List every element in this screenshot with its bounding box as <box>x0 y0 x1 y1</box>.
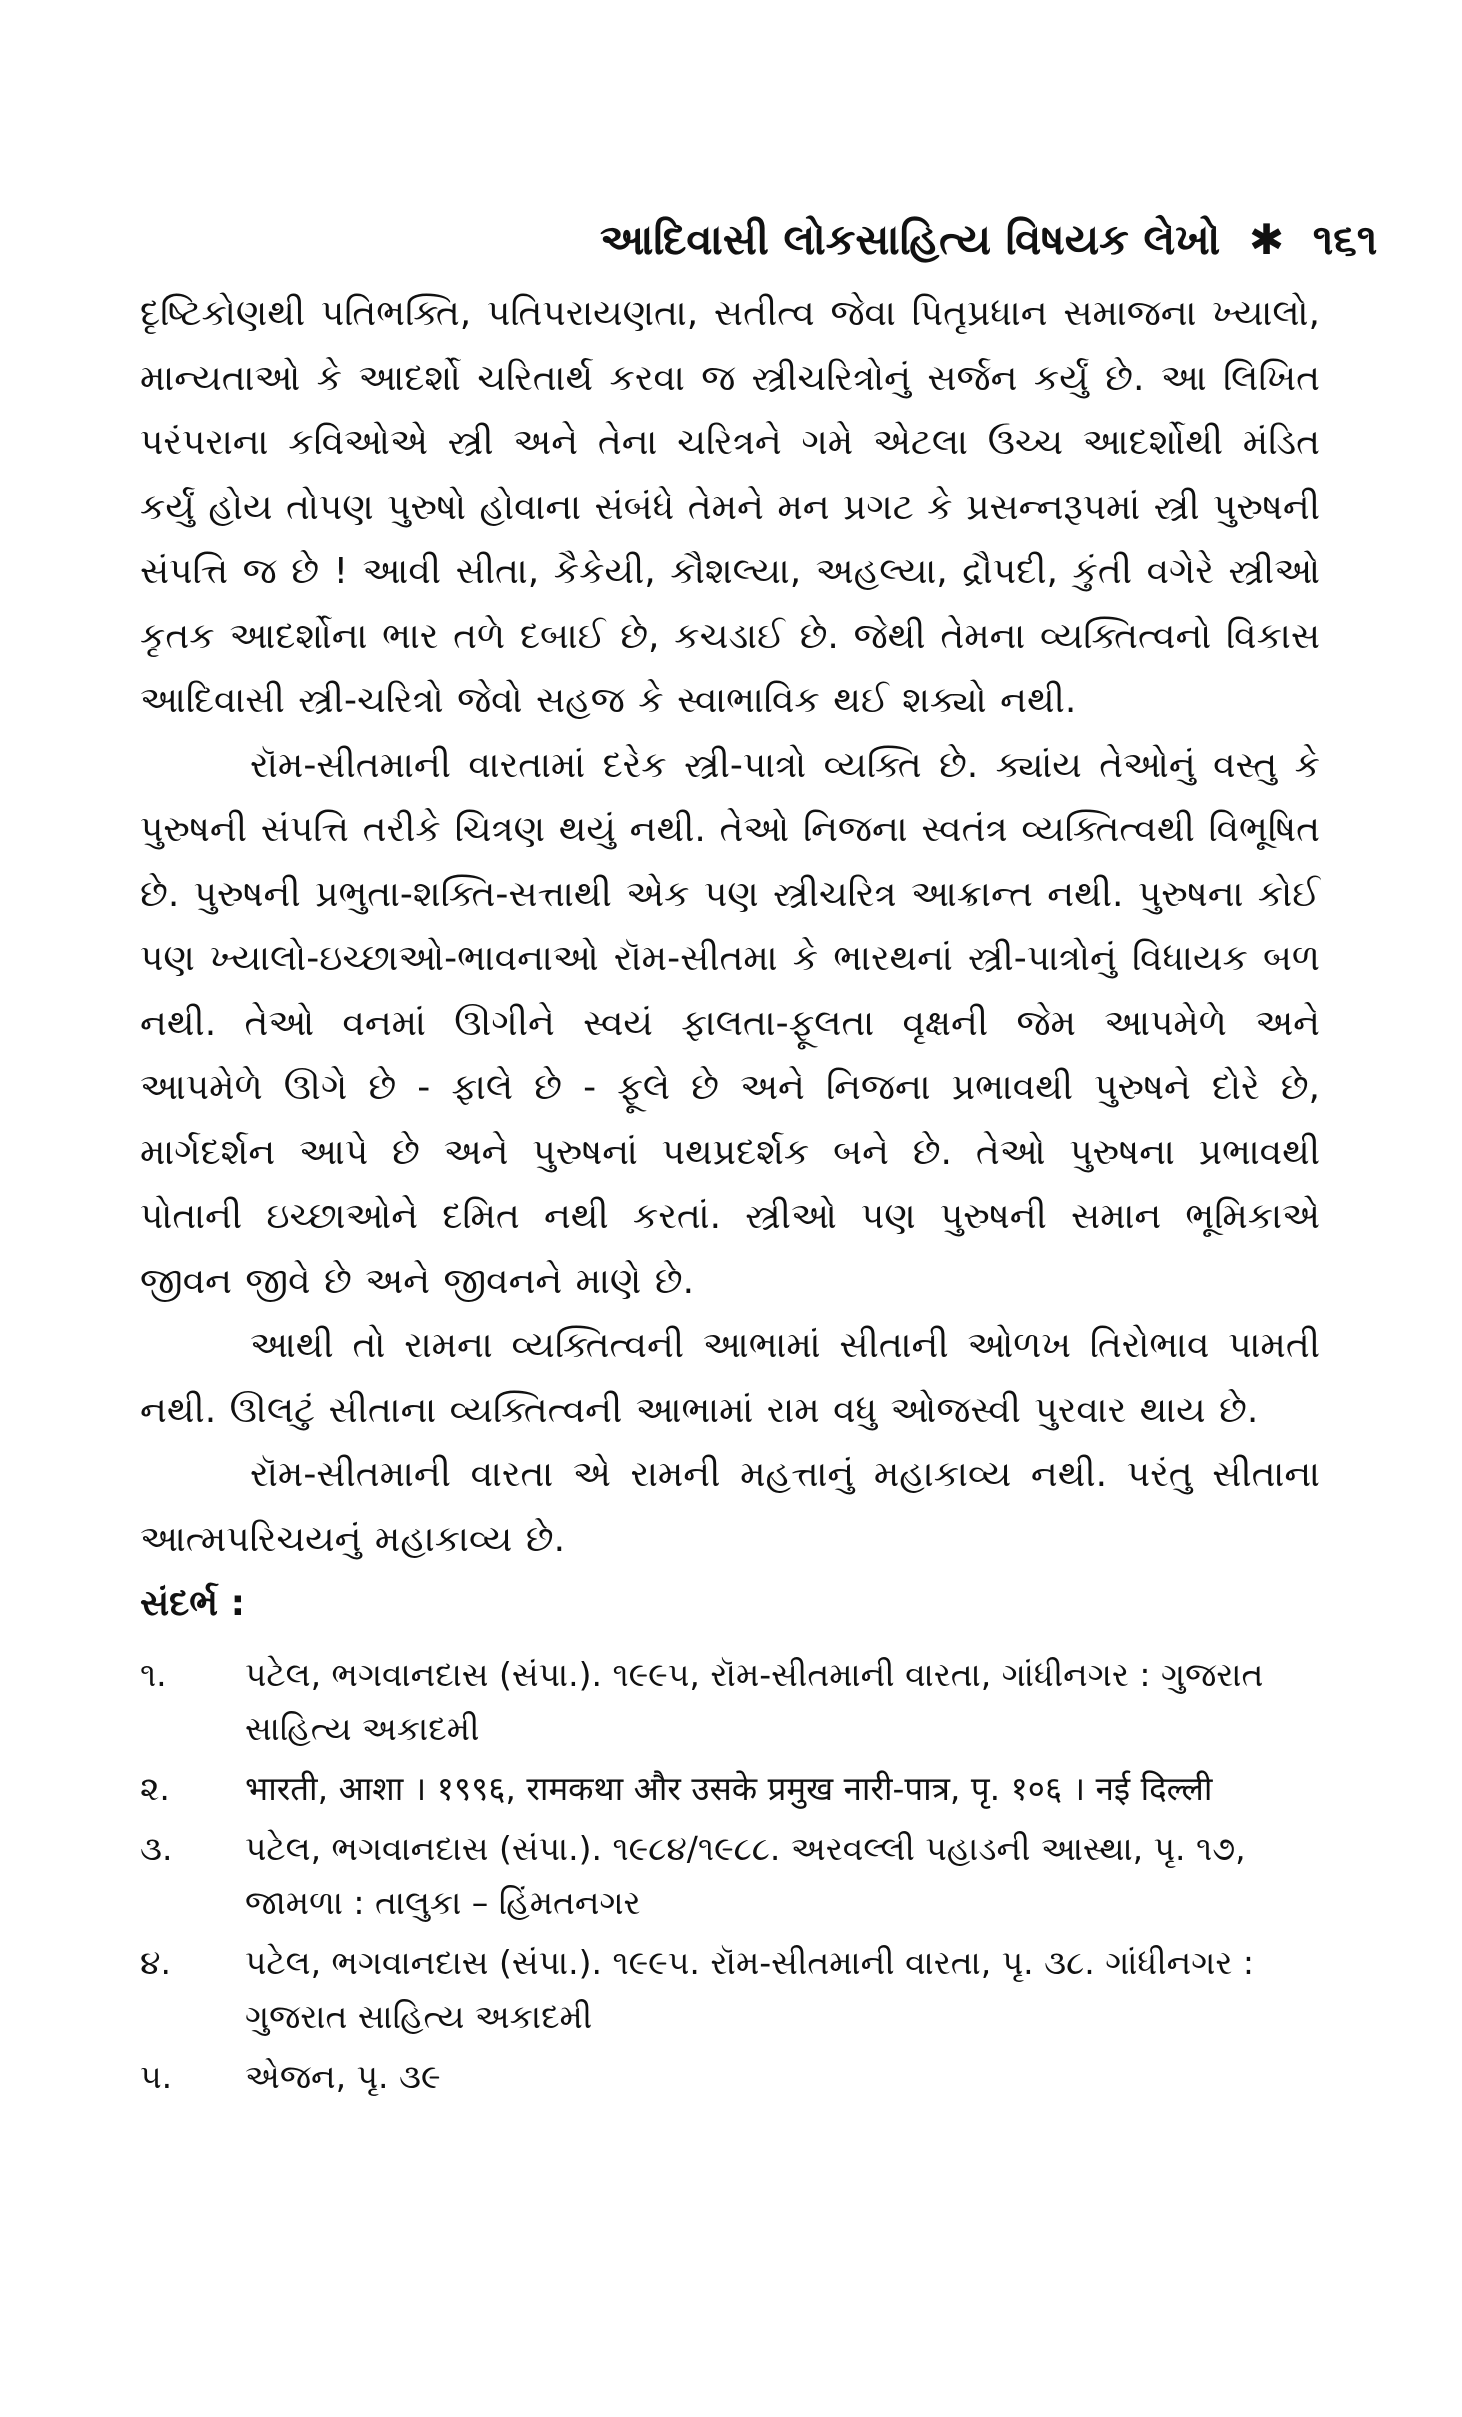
reference-number: ૨. <box>140 1769 170 1808</box>
reference-item <box>140 1936 1320 2044</box>
reference-number: ૩. <box>140 1829 173 1868</box>
reference-number: ૫. <box>140 2057 173 2096</box>
paragraph-2: રૉમ-સીતમાની વારતામાં દરેક સ્ત્રી-પાત્રો વ્યક્તિ છે. ક્યાંય તેઓનું વસ્તુ કે પુરુષની સંપત્તિ તરીકે ચિત્રણ થયું નથી. તેઓ નિજના સ્વતંત્ર વ્યક્તિત્વથી વિભૂષિત છે. પુરુષની પ્રભુતા-શક્તિ-સત્તાથી એક પણ સ્ત્રીચરિત્ર આક્રાન્ત નથી. પુરુષના કોઈ પણ ખ્યાલો-ઇચ્છાઓ-ભાવનાઓ રૉમ-સીતમા કે ભારથનાં સ્ત્રી-પાત્રોનું વિધાયક બળ નથી. તેઓ વનમાં ઊગીને સ્વયં ફાલતા-ફૂલતા વૃક્ષની જેમ આપમેળે અને આપમેળે ઊગે છે - ફાલે છે - ફૂલે છે અને નિજના પ્રભાવથી પુરુષને દોરે છે, માર્ગદર્શન આપે છે અને પુરુષનાં પથપ્રદર્શક બને છે. તેઓ પુરુષના પ્રભાવથી પોતાની ઇચ્છાઓને દમિત નથી કરતાં. સ્ત્રીઓ પણ પુરુષની સમાન ભૂમિકાએ જીવન જીવે છે અને જીવનને માણે છે. <box>140 744 1320 1302</box>
reference-text: પટેલ, ભગવાનદાસ (સંપા.). ૧૯૮૪/૧૯૮૮. અરવલ્લી પહાડની આસ્થા, પૃ. ૧૭, જામળા : તાલુકા – હિંમતનગર <box>245 1829 1246 1922</box>
body-text <box>140 282 1320 2110</box>
reference-item <box>140 1822 1320 1930</box>
reference-item <box>140 1648 1320 1756</box>
paragraph-1: દૃષ્ટિકોણથી પતિભક્તિ, પતિપરાયણતા, સતીત્વ જેવા પિતૃપ્રધાન સમાજના ખ્યાલો, માન્યતાઓ કે આદર્શો ચરિતાર્થ કરવા જ સ્ત્રીચરિત્રોનું સર્જન કર્યું છે. આ લિખિત પરંપરાના કવિઓએ સ્ત્રી અને તેના ચરિત્રને ગમે એટલા ઉચ્ચ આદર્શોથી મંડિત કર્યું હોય તોપણ પુરુષો હોવાના સંબંધે તેમને મન પ્રગટ કે પ્રસન્નરૂપમાં સ્ત્રી પુરુષની સંપત્તિ જ છે ! આવી સીતા, કૈકેયી, કૌશલ્યા, અહલ્યા, દ્રૌપદી, કુંતી વગેરે સ્ત્રીઓ કૃતક આદર્શોના ભાર તળે દબાઈ છે, કચડાઈ છે. જેથી તેમના વ્યક્તિત્વનો વિકાસ આદિવાસી સ્ત્રી-ચરિત્રો જેવો સહજ કે સ્વાભાવિક થઈ શક્યો નથી. <box>140 293 1320 721</box>
reference-number: ૧. <box>140 1655 167 1694</box>
running-header <box>600 215 1378 265</box>
page-number: ૧૬૧ <box>1312 215 1378 264</box>
reference-text: એજન, પૃ. ૩૯ <box>245 2057 441 2096</box>
reference-text: પટેલ, ભગવાનદાસ (સંપા.). ૧૯૯૫, રૉમ-સીતમાની વારતા, ગાંધીનગર : ગુજરાત સાહિત્ય અકાદમી <box>245 1655 1264 1748</box>
paragraph-4: રૉમ-સીતમાની વારતા એ રામની મહત્તાનું મહાકાવ્ય નથી. પરંતુ સીતાના આત્મપરિચયનું મહાકાવ્ય છે. <box>140 1454 1320 1560</box>
references-list <box>140 1648 1320 2104</box>
reference-number: ૪. <box>140 1943 171 1982</box>
reference-item <box>140 1762 1320 1816</box>
paragraph-3: આથી તો રામના વ્યક્તિત્વની આભામાં સીતાની ઓળખ તિરોભાવ પામતી નથી. ઊલટું સીતાના વ્યક્તિત્વની આભામાં રામ વધુ ઓજસ્વી પુરવાર થાય છે. <box>140 1325 1320 1431</box>
reference-text: પટેલ, ભગવાનદાસ (સંપા.). ૧૯૯૫. રૉમ-સીતમાની વારતા, પૃ. ૩૮. ગાંધીનગર : ગુજરાત સાહિત્ય અકાદમી <box>245 1943 1255 2036</box>
header-title: આદિવાસી લોકસાહિત્ય વિષયક લેખો <box>600 215 1221 264</box>
reference-text: भारती, आशा । १९९६, रामकथा और उसके प्रमुख नारी-पात्र, पृ. १०६ । नई दिल्ली <box>245 1769 1213 1808</box>
header-separator-icon: ✱ <box>1248 215 1285 264</box>
reference-item <box>140 2050 1320 2104</box>
references-heading: સંદર્ભ : <box>140 1583 246 1624</box>
